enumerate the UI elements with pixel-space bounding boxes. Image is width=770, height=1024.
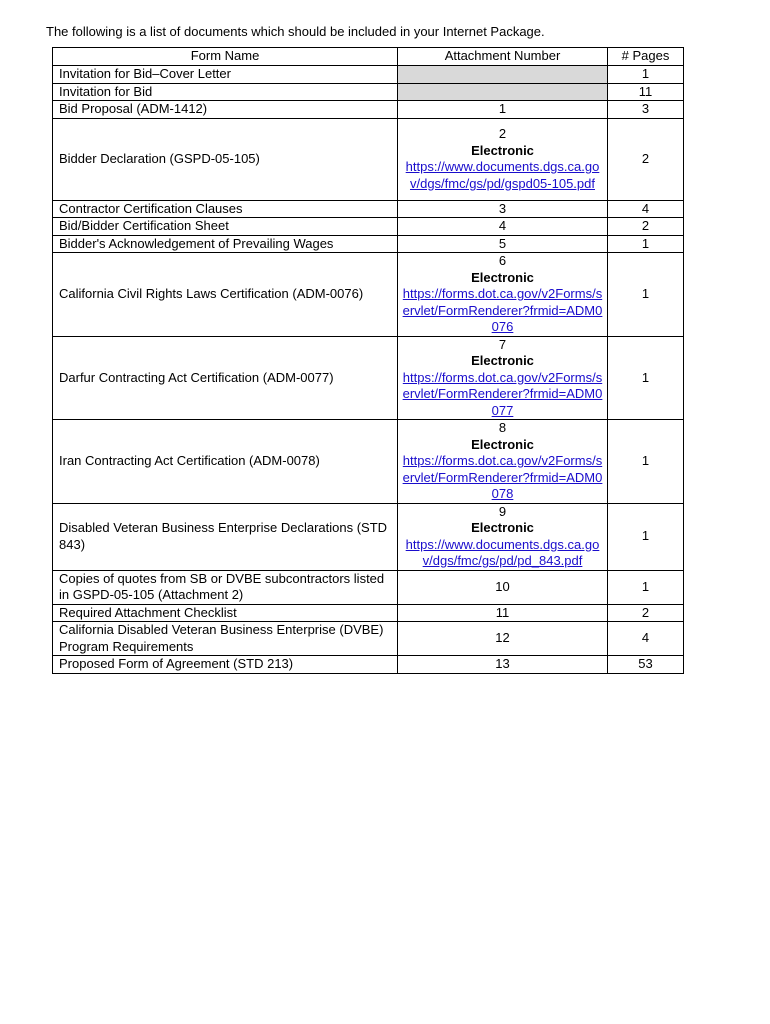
attachment-number: 1: [398, 101, 608, 119]
form-name: California Civil Rights Laws Certification (ADM-0076): [53, 253, 398, 337]
table-row: [53, 101, 684, 119]
form-name: Darfur Contracting Act Certification (ADM-0077): [53, 336, 398, 420]
page-count: 11: [608, 83, 684, 101]
attachment-number: 8: [498, 420, 507, 435]
form-name: Invitation for Bid: [53, 83, 398, 101]
attachment-number: 7: [498, 336, 507, 352]
page-count: 53: [608, 656, 684, 674]
page-count: 3: [608, 101, 684, 119]
electronic-label: Electronic: [471, 520, 534, 535]
attachment-number: 9: [498, 503, 507, 519]
attachment-number: 12: [398, 622, 608, 656]
table-row: [53, 235, 684, 253]
attachment-cell: [398, 336, 608, 420]
electronic-label: Electronic: [471, 436, 534, 452]
page-count: 2: [608, 604, 684, 622]
attachment-number: 3: [398, 200, 608, 218]
table-row: [53, 218, 684, 236]
form-download-link[interactable]: https://forms.dot.ca.gov/v2Forms/servlet/FormRenderer?frmid=ADM0076: [402, 286, 603, 334]
form-download-link[interactable]: https://forms.dot.ca.gov/v2Forms/servlet/FormRenderer?frmid=ADM0077: [402, 369, 603, 418]
form-name: Bidder Declaration (GSPD-05-105): [53, 118, 398, 200]
attachment-number: 4: [398, 218, 608, 236]
form-name: Bid Proposal (ADM-1412): [53, 101, 398, 119]
header-attachment-number: Attachment Number: [398, 48, 608, 66]
header-form-name: Form Name: [53, 48, 398, 66]
table-row: [53, 253, 684, 337]
page-count: 1: [608, 253, 684, 337]
table-row: [53, 66, 684, 84]
header-pages: # Pages: [608, 48, 684, 66]
page-count: 1: [608, 66, 684, 84]
attachment-cell: [398, 253, 608, 337]
page-count: 4: [608, 200, 684, 218]
table-row: [53, 570, 684, 604]
form-name: Disabled Veteran Business Enterprise Declarations (STD 843): [53, 503, 398, 570]
attachment-cell: [398, 420, 608, 504]
attachment-number: 5: [398, 235, 608, 253]
form-name: Bid/Bidder Certification Sheet: [53, 218, 398, 236]
attachment-number: 2: [498, 126, 507, 141]
electronic-label: Electronic: [471, 269, 534, 285]
attachment-number: 10: [398, 570, 608, 604]
form-name: Required Attachment Checklist: [53, 604, 398, 622]
table-row: [53, 336, 684, 420]
form-download-link[interactable]: https://www.documents.dgs.ca.gov/dgs/fmc/gs/pd/gspd05-105.pdf: [405, 159, 600, 191]
attachment-cell: [398, 503, 608, 570]
page-count: 4: [608, 622, 684, 656]
table-row: [53, 656, 684, 674]
electronic-label: Electronic: [471, 353, 534, 368]
page-count: 1: [608, 420, 684, 504]
table-row: [53, 622, 684, 656]
form-name: Proposed Form of Agreement (STD 213): [53, 656, 398, 674]
form-name: Bidder's Acknowledgement of Prevailing Wages: [53, 235, 398, 253]
page-count: 1: [608, 570, 684, 604]
intro-text: The following is a list of documents which should be included in your Internet Package.: [46, 24, 545, 39]
page-count: 2: [608, 118, 684, 200]
table-row: [53, 200, 684, 218]
page-count: 1: [608, 336, 684, 420]
page-count: 1: [608, 503, 684, 570]
form-name: California Disabled Veteran Business Enterprise (DVBE) Program Requirements: [53, 622, 398, 656]
form-name: Invitation for Bid–Cover Letter: [53, 66, 398, 84]
table-row: [53, 118, 684, 200]
table-row: [53, 604, 684, 622]
form-download-link[interactable]: https://forms.dot.ca.gov/v2Forms/servlet/FormRenderer?frmid=ADM0078: [402, 453, 603, 501]
attachment-number: 6: [498, 253, 507, 268]
form-name: Iran Contracting Act Certification (ADM-0078): [53, 420, 398, 504]
page-count: 2: [608, 218, 684, 236]
page-count: 1: [608, 235, 684, 253]
attachment-cell: [398, 118, 608, 200]
electronic-label: Electronic: [471, 142, 534, 158]
form-name: Copies of quotes from SB or DVBE subcontractors listed in GSPD-05-105 (Attachment 2): [53, 570, 398, 604]
table-row: [53, 420, 684, 504]
attachment-number: 13: [398, 656, 608, 674]
table-header-row: [53, 48, 684, 66]
form-download-link[interactable]: https://www.documents.dgs.ca.gov/dgs/fmc/gs/pd/pd_843.pdf: [405, 536, 600, 568]
attachment-number: [398, 66, 608, 84]
table-row: [53, 83, 684, 101]
attachment-number: 11: [398, 604, 608, 622]
form-name: Contractor Certification Clauses: [53, 200, 398, 218]
documents-table: [52, 47, 684, 674]
attachment-number: [398, 83, 608, 101]
table-row: [53, 503, 684, 570]
